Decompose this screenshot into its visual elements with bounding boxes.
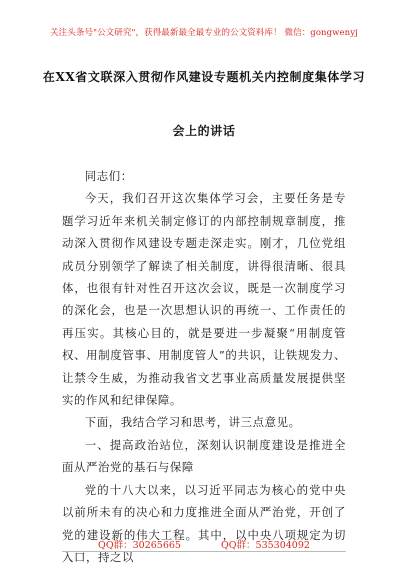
- footer-qq-group-2: QQ群：535304092: [220, 540, 310, 551]
- footer-divider: [62, 551, 346, 552]
- section-heading: 一、提高政治站位，深刻认识制度建设是推进全面从严治党的基石与保障: [62, 437, 346, 475]
- body-paragraph: 今天，我们召开这次集体学习会，主要任务是专题学习近年来机关制定修订的内部控制规章制度，推动深入贯彻作风建设专题走深走实。刚才，几位党组成员分别领学了解读了相关制度，讲得很清晰、很具体，也很有针对性召开这次会议，既是一次制度学习的深化会，也是一次思想认识的再统一、工作责任的再压实。其核心目的，就是要进一步凝聚“用制度管权、用制度管事、用制度管人”的共识，让铁规发力、让禁令生威，为推动我省文艺事业高质量发展提供坚实的作风和纪律保障。: [62, 191, 346, 408]
- salutation: 同志们：: [84, 169, 133, 183]
- body-paragraph: 下面，我结合学习和思考，讲三点意见。: [84, 415, 301, 430]
- footer-contact: [0, 537, 408, 551]
- document-title-line-1: 在XX省文联深入贯彻作风建设专题机关内控制度集体学习: [42, 70, 366, 84]
- footer-qq-group-1: QQ群：30265665: [98, 540, 181, 551]
- body-paragraph: 党的十八大以来，以习近平同志为核心的党中央以前所未有的决心和力度推进全面从严治党，开创了党的建设新的伟大工程。其中，以中央八项规定为切入口，持之以: [62, 482, 346, 564]
- document-body: [62, 165, 346, 568]
- document-title-line-2: 会上的讲话: [172, 124, 236, 138]
- header-promo-note: 关注头条号"公文研究"，获得最新最全最专业的公文资料库！ 微信：gongwenyj: [50, 28, 358, 38]
